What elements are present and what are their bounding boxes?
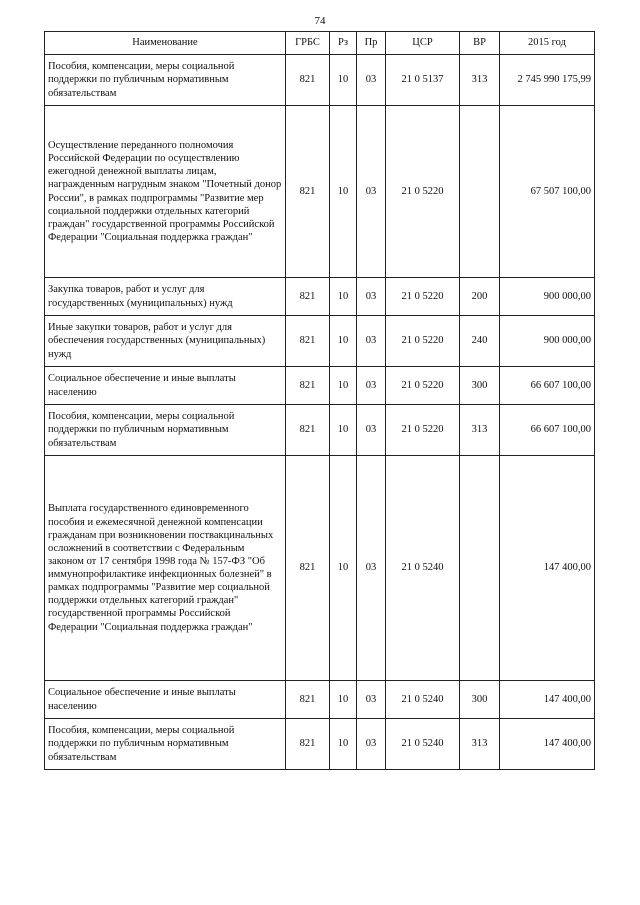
table-row <box>45 719 595 770</box>
row-csr: 21 0 5240 <box>386 681 460 719</box>
row-rz: 10 <box>330 367 357 405</box>
row-pr: 03 <box>357 55 386 106</box>
row-vr: 240 <box>460 316 500 367</box>
row-rz: 10 <box>330 55 357 106</box>
header-csr: ЦСР <box>386 32 460 55</box>
table-row <box>45 405 595 456</box>
row-rz: 10 <box>330 106 357 278</box>
row-csr: 21 0 5220 <box>386 316 460 367</box>
table-row <box>45 55 595 106</box>
header-year: 2015 год <box>500 32 595 55</box>
row-grbs: 821 <box>286 719 330 770</box>
header-name: Наименование <box>45 32 286 55</box>
row-rz: 10 <box>330 405 357 456</box>
row-rz: 10 <box>330 456 357 681</box>
row-grbs: 821 <box>286 405 330 456</box>
header-pr: Пр <box>357 32 386 55</box>
row-vr: 200 <box>460 278 500 316</box>
row-pr: 03 <box>357 367 386 405</box>
row-pr: 03 <box>357 106 386 278</box>
row-csr: 21 0 5240 <box>386 456 460 681</box>
row-csr: 21 0 5220 <box>386 278 460 316</box>
row-amount: 900 000,00 <box>500 316 595 367</box>
table-row <box>45 367 595 405</box>
row-pr: 03 <box>357 316 386 367</box>
row-name: Социальное обеспечение и иные выплаты населению <box>45 681 286 719</box>
row-vr: 313 <box>460 55 500 106</box>
row-name: Пособия, компенсации, меры социальной поддержки по публичным нормативным обязательствам <box>45 55 286 106</box>
header-grbs: ГРБС <box>286 32 330 55</box>
row-pr: 03 <box>357 681 386 719</box>
row-name: Осуществление переданного полномочия Российской Федерации по осуществлению ежегодной денежной выплаты лицам, награжденным нагрудным знаком "Почетный донор России", в рамках подпрограммы "Развитие мер социальной поддержки отдельных категорий граждан" государственной программы Российской Федерации "Социальная поддержка граждан" <box>45 106 286 278</box>
row-vr: 300 <box>460 681 500 719</box>
row-rz: 10 <box>330 681 357 719</box>
row-amount: 66 607 100,00 <box>500 405 595 456</box>
row-name: Социальное обеспечение и иные выплаты населению <box>45 367 286 405</box>
row-grbs: 821 <box>286 681 330 719</box>
row-grbs: 821 <box>286 456 330 681</box>
row-amount: 900 000,00 <box>500 278 595 316</box>
row-pr: 03 <box>357 719 386 770</box>
row-pr: 03 <box>357 278 386 316</box>
row-name: Пособия, компенсации, меры социальной поддержки по публичным нормативным обязательствам <box>45 719 286 770</box>
row-grbs: 821 <box>286 367 330 405</box>
row-amount: 147 400,00 <box>500 681 595 719</box>
row-vr: 313 <box>460 719 500 770</box>
table-row <box>45 278 595 316</box>
row-grbs: 821 <box>286 316 330 367</box>
row-csr: 21 0 5240 <box>386 719 460 770</box>
row-rz: 10 <box>330 719 357 770</box>
row-amount: 66 607 100,00 <box>500 367 595 405</box>
row-vr: 313 <box>460 405 500 456</box>
row-name: Выплата государственного единовременного пособия и ежемесячной денежной компенсации гражданам при возникновении поствакцинальных осложнений в соответствии с Федеральным законом от 17 сентября 1998 года № 157-ФЗ "Об иммунопрофилактике инфекционных болезней" в рамках подпрограммы "Развитие мер социальной поддержки отдельных категорий граждан" государственной программы Российской Федерации "Социальная поддержка граждан" <box>45 456 286 681</box>
row-csr: 21 0 5137 <box>386 55 460 106</box>
row-amount: 147 400,00 <box>500 456 595 681</box>
row-grbs: 821 <box>286 106 330 278</box>
budget-table <box>44 31 595 770</box>
header-vr: ВР <box>460 32 500 55</box>
row-vr <box>460 106 500 278</box>
table-row <box>45 316 595 367</box>
row-vr <box>460 456 500 681</box>
header-rz: Рз <box>330 32 357 55</box>
row-name: Пособия, компенсации, меры социальной поддержки по публичным нормативным обязательствам <box>45 405 286 456</box>
row-amount: 67 507 100,00 <box>500 106 595 278</box>
header-row <box>45 32 595 55</box>
row-csr: 21 0 5220 <box>386 367 460 405</box>
row-grbs: 821 <box>286 278 330 316</box>
row-name: Закупка товаров, работ и услуг для государственных (муниципальных) нужд <box>45 278 286 316</box>
row-csr: 21 0 5220 <box>386 405 460 456</box>
page-number: 74 <box>314 15 326 27</box>
row-rz: 10 <box>330 278 357 316</box>
row-amount: 147 400,00 <box>500 719 595 770</box>
row-name: Иные закупки товаров, работ и услуг для обеспечения государственных (муниципальных) нужд <box>45 316 286 367</box>
row-grbs: 821 <box>286 55 330 106</box>
row-pr: 03 <box>357 405 386 456</box>
row-pr: 03 <box>357 456 386 681</box>
row-rz: 10 <box>330 316 357 367</box>
row-amount: 2 745 990 175,99 <box>500 55 595 106</box>
table-row <box>45 106 595 278</box>
table-row <box>45 681 595 719</box>
table-row <box>45 456 595 681</box>
row-csr: 21 0 5220 <box>386 106 460 278</box>
row-vr: 300 <box>460 367 500 405</box>
